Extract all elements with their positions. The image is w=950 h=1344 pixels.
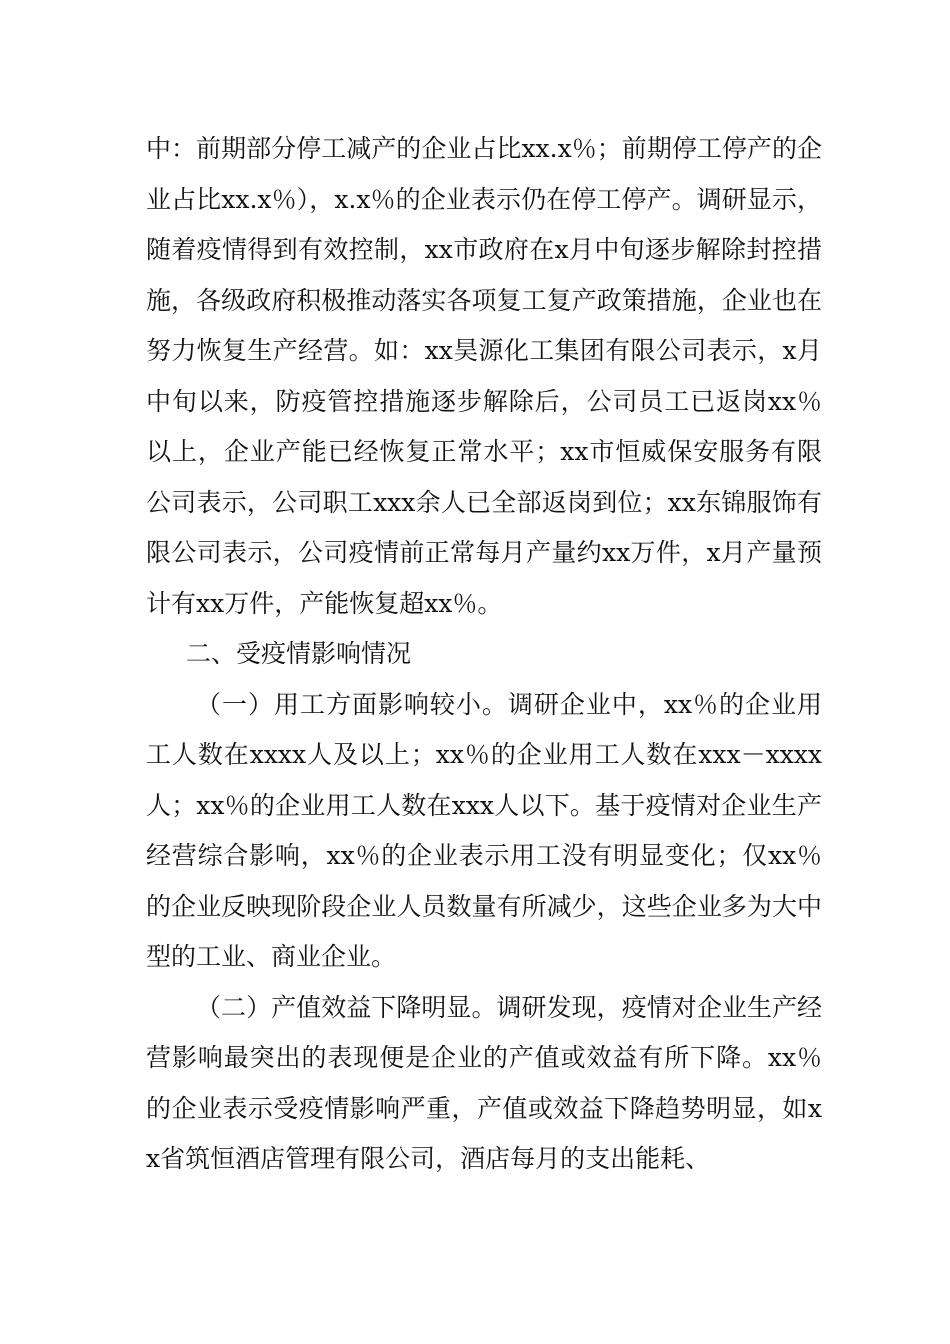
paragraph-output-decline: （二）产值效益下降明显。调研发现，疫情对企业生产经营影响最突出的表现便是企业的产值或效益有所下降。xx％的企业表示受疫情影响严重，产值或效益下降趋势明显，如xx省筑恒酒店管理有限公司，酒店每月的支出能耗、 [146,992,822,1173]
paragraph-continued: 中：前期部分停工减产的企业占比xx.x％；前期停工停产的企业占比xx.x％），x.x％的企业表示仍在停工停产。调研显示，随着疫情得到有效控制，xx市政府在x月中旬逐步解除封控措施，各级政府积极推动落实各项复工复产政策措施，企业也在努力恢复生产经营。如：xx昊源化工集团有限公司表示，x月中旬以来，防疫管控措施逐步解除后，公司员工已返岗xx％以上，企业产能已经恢复正常水平；xx市恒威保安服务有限公司表示，公司职工xxx余人已全部返岗到位；xx东锦服饰有限公司表示，公司疫情前正常每月产量约xx万件，x月产量预计有xx万件，产能恢复超xx％。 [146,134,822,618]
section-heading-2: 二、受疫情影响情况 [186,639,412,668]
document-body [146,124,822,1185]
paragraph-employment: （一）用工方面影响较小。调研企业中，xx％的企业用工人数在xxxx人及以上；xx％的企业用工人数在xxx－xxxx人；xx％的企业用工人数在xxx人以下。基于疫情对企业生产经营综合影响，xx％的企业表示用工没有明显变化；仅xx％的企业反映现阶段企业人员数量有所减少，这些企业多为大中型的工业、商业企业。 [146,689,822,971]
